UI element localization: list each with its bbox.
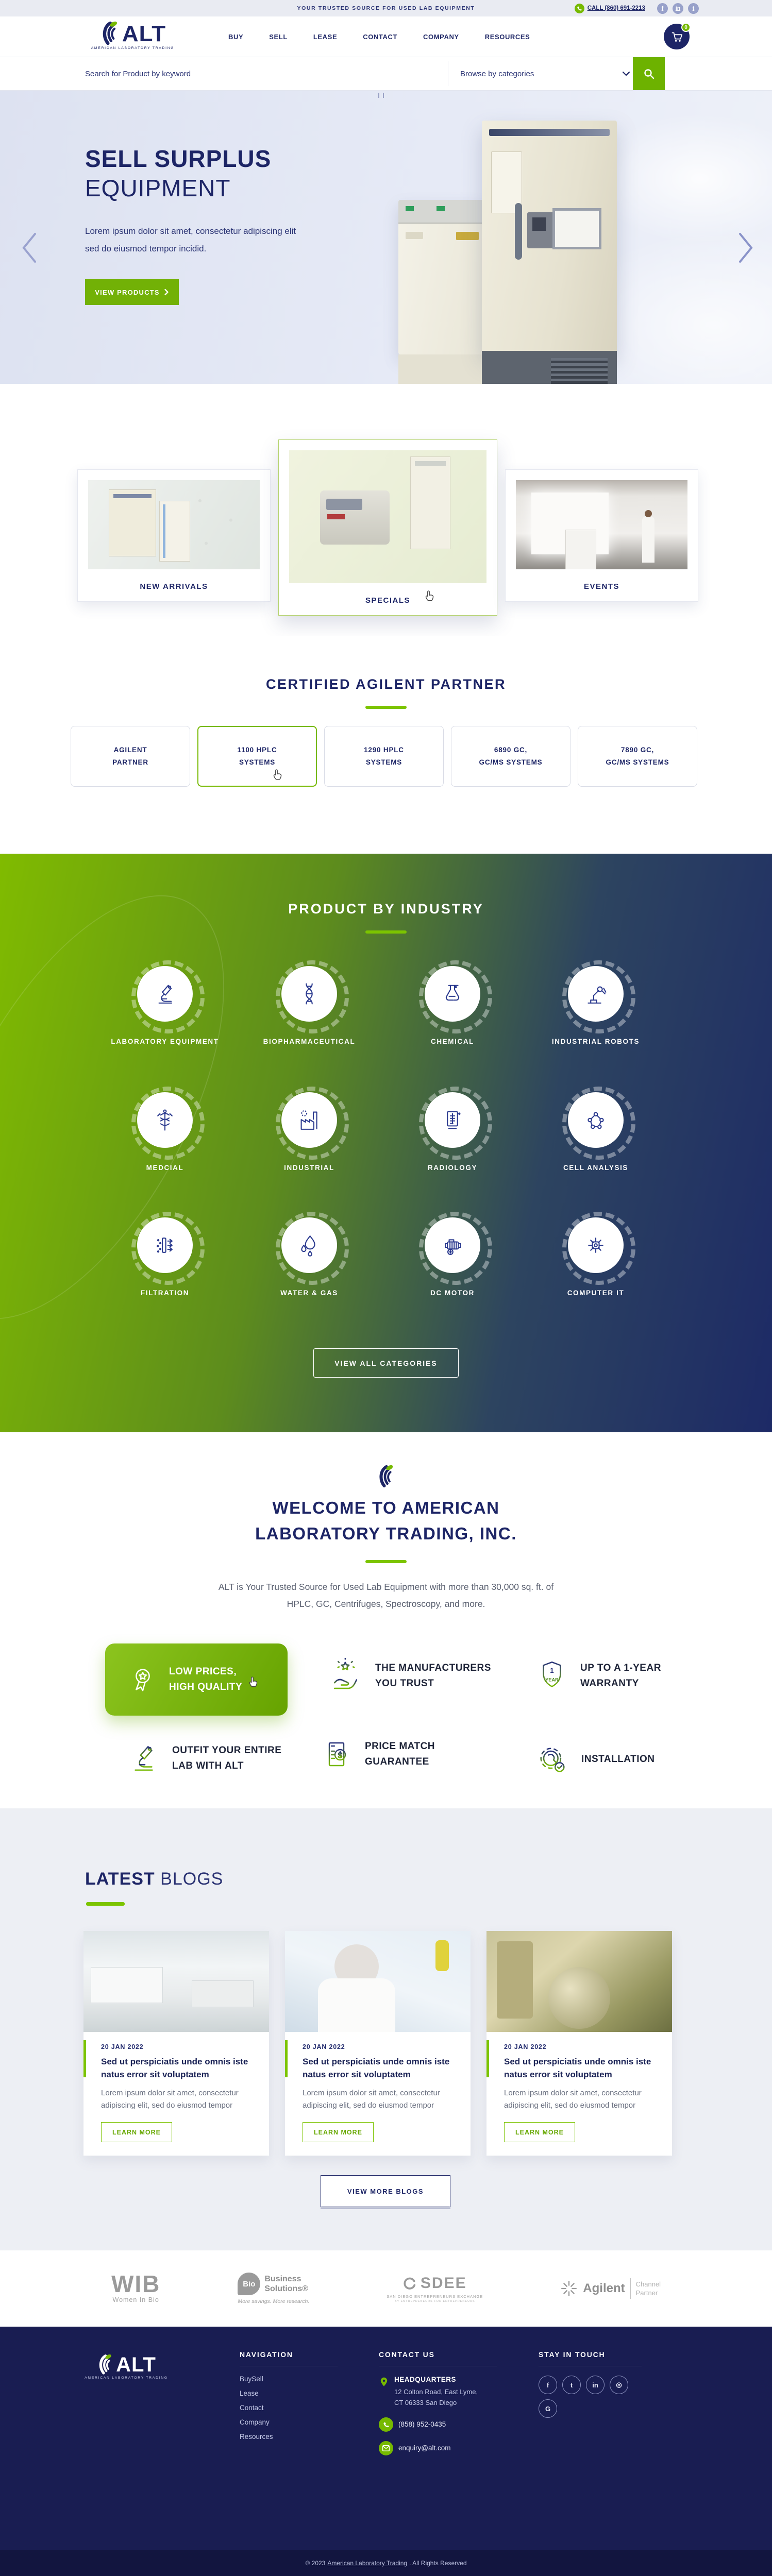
main-nav: [228, 33, 530, 41]
blog-excerpt: Lorem ipsum dolor sit amet, consectetur adipiscing elit, sed do eiusmod tempor: [303, 2089, 440, 2110]
agilent-buttons-row: [71, 726, 697, 787]
partner-logos-strip: [0, 2250, 772, 2327]
gc-7890-button[interactable]: 7890 GC, GC/MS SYSTEMS: [578, 726, 697, 787]
search-icon: [643, 68, 654, 79]
blog-card[interactable]: [83, 1931, 269, 2156]
view-all-categories-button[interactable]: VIEW ALL CATEGORIES: [313, 1348, 459, 1378]
industry-chemical[interactable]: CHEMICAL: [393, 966, 512, 1048]
hero-title-line1: SELL SURPLUS: [85, 145, 272, 172]
learn-more-button[interactable]: LEARN MORE: [504, 2122, 575, 2142]
search-button[interactable]: [633, 57, 665, 90]
search-input[interactable]: [85, 57, 394, 90]
blog-photo-machinery: [486, 1931, 672, 2032]
phone-icon: [379, 2417, 393, 2432]
footer-logo-subtext: AMERICAN LABORATORY TRADING: [85, 2376, 168, 2380]
quick-links-section: [0, 384, 772, 636]
agilent-partner-button[interactable]: AGILENT PARTNER: [71, 726, 190, 787]
agilent-partner-section: [0, 636, 772, 854]
view-products-label: VIEW PRODUCTS: [95, 288, 160, 296]
hero-equipment-large-base: [482, 351, 617, 384]
feature-price-match: [321, 1736, 435, 1772]
green-dash: [365, 1560, 407, 1563]
industry-water-gas[interactable]: WATER & GAS: [250, 1217, 368, 1300]
industry-filtration[interactable]: FILTRATION: [106, 1217, 224, 1300]
email-address: enquiry@alt.com: [398, 2444, 451, 2452]
main-header: [0, 16, 772, 57]
new-arrivals-card[interactable]: [77, 469, 271, 602]
accent-bar: [83, 2040, 86, 2077]
topbar-right: [575, 3, 699, 14]
view-more-blogs-button[interactable]: VIEW MORE BLOGS: [321, 2175, 450, 2207]
blog-title: Sed ut perspiciatis unde omnis iste natus error sit voluptatem: [101, 2057, 248, 2079]
factory-icon: [281, 1092, 337, 1148]
industry-medical[interactable]: MEDCIAL: [106, 1092, 224, 1175]
feature-label: LOW PRICES, HIGH QUALITY: [169, 1666, 243, 1692]
industry-industrial[interactable]: INDUSTRIAL: [250, 1092, 368, 1175]
robot-arm-icon: [568, 966, 624, 1022]
molecule-icon: [568, 1092, 624, 1148]
search-bar: [0, 57, 772, 91]
award-badge-icon: [127, 1664, 159, 1696]
industry-radiology[interactable]: RADIOLOGY: [393, 1092, 512, 1175]
linkedin-icon[interactable]: in: [586, 2376, 605, 2394]
feature-warranty: [535, 1658, 661, 1694]
chip-icon: [568, 1217, 624, 1273]
caduceus-icon: [137, 1092, 193, 1148]
logo-text: ALT: [122, 21, 166, 46]
carousel-next-button[interactable]: [737, 230, 758, 266]
industry-cell-analysis[interactable]: CELL ANALYSIS: [536, 1092, 655, 1175]
green-dash: [86, 1902, 125, 1906]
feature-label: UP TO A 1-YEAR WARRANTY: [580, 1663, 661, 1689]
blog-title: Sed ut perspiciatis unde omnis iste natus error sit voluptatem: [504, 2057, 651, 2079]
footer-social-column: [539, 2350, 642, 2418]
tagline: YOUR TRUSTED SOURCE FOR USED LAB EQUIPMENT: [297, 5, 475, 11]
facebook-icon[interactable]: f: [657, 3, 668, 14]
green-dash: [365, 706, 407, 709]
flasks-icon: [425, 966, 480, 1022]
footer-link-contact[interactable]: Contact: [240, 2404, 264, 2412]
hplc-1290-button[interactable]: 1290 HPLC SYSTEMS: [324, 726, 444, 787]
logo-subtext: AMERICAN LABORATORY TRADING: [91, 46, 175, 50]
hplc-1100-button[interactable]: 1100 HPLC SYSTEMS: [197, 726, 317, 787]
arrow-right-icon: [164, 289, 169, 296]
alt-logo[interactable]: [85, 21, 180, 50]
partner-wib-logo: WIB Women In Bio: [111, 2270, 161, 2303]
footer: [0, 2327, 772, 2550]
cart-icon: [670, 30, 683, 43]
hq-address: 12 Colton Road, East Lyme, CT 06333 San Diego: [394, 2388, 478, 2406]
hand-star-icon: [328, 1658, 364, 1694]
hand-cursor-icon: [423, 589, 436, 603]
alt-logo-mark: [99, 21, 120, 45]
footer-contact-column: [379, 2350, 497, 2455]
call-link[interactable]: [575, 4, 645, 13]
headquarters-block: [379, 2376, 497, 2408]
microscope-icon: [127, 1740, 161, 1776]
email-block[interactable]: [379, 2441, 497, 2455]
hq-label: HEADQUARTERS: [394, 2376, 457, 2383]
feature-manufacturers: [328, 1658, 491, 1694]
blog-card[interactable]: [486, 1931, 672, 2156]
google-icon[interactable]: G: [539, 2399, 557, 2418]
cart-button[interactable]: [664, 24, 690, 49]
welcome-section: [0, 1432, 772, 1808]
twitter-icon[interactable]: t: [688, 3, 699, 14]
footer-logo[interactable]: [77, 2353, 175, 2380]
map-pin-icon: [379, 2376, 389, 2388]
phone-block[interactable]: [379, 2417, 497, 2432]
feature-label: OUTFIT YOUR ENTIRE LAB WITH ALT: [172, 1745, 282, 1771]
warranty-shield-icon: [535, 1658, 569, 1694]
industry-biopharmaceutical[interactable]: BIOPHARMACEUTICAL: [250, 966, 368, 1048]
blog-excerpt: Lorem ipsum dolor sit amet, consectetur adipiscing elit, sed do eiusmod tempor: [101, 2089, 239, 2110]
hero-equipment-large: [482, 121, 617, 353]
cart-count-badge: 0: [681, 23, 691, 32]
motor-icon: [425, 1217, 480, 1273]
copyright-prefix: © 2023: [305, 2560, 326, 2567]
events-label: EVENTS: [583, 582, 619, 591]
copyright-bar: [0, 2550, 772, 2576]
copyright-link[interactable]: American Laboratory Trading: [327, 2560, 408, 2567]
nav-buy[interactable]: BUY: [228, 32, 244, 41]
carousel-prev-button[interactable]: [21, 230, 41, 266]
feature-low-prices[interactable]: [105, 1643, 288, 1716]
events-card[interactable]: [505, 469, 698, 602]
feature-label: THE MANUFACTURERS YOU TRUST: [375, 1663, 491, 1689]
alt-logo-mark: [0, 1432, 772, 1488]
blog-date: 20 JAN 2022: [101, 2043, 144, 2050]
browse-label: Browse by categories: [460, 69, 534, 78]
phone-number: (858) 952-0435: [398, 2420, 446, 2428]
twitter-icon[interactable]: t: [562, 2376, 581, 2394]
events-photo: [516, 480, 687, 569]
envelope-icon: [379, 2441, 393, 2455]
partner-bio-business-solutions-logo: Bio Business Solutions® More savings. More research.: [238, 2273, 309, 2304]
xray-icon: [425, 1092, 480, 1148]
nav-resources[interactable]: RESOURCES: [484, 32, 530, 41]
blog-excerpt: Lorem ipsum dolor sit amet, consectetur adipiscing elit, sed do eiusmod tempor: [504, 2089, 642, 2110]
blog-title: Sed ut perspiciatis unde omnis iste natus error sit voluptatem: [303, 2057, 450, 2079]
top-utility-bar: [0, 0, 772, 16]
microscope-icon: [137, 966, 193, 1022]
feature-installation: [535, 1741, 655, 1777]
green-dash: [365, 930, 407, 934]
industry-industrial-robots[interactable]: INDUSTRIAL ROBOTS: [536, 966, 655, 1048]
specials-label: SPECIALS: [365, 596, 410, 605]
product-by-industry-section: [0, 854, 772, 1432]
copyright-suffix: . All Rights Reserved: [409, 2560, 467, 2567]
accent-bar: [285, 2040, 288, 2077]
industry-laboratory-equipment[interactable]: LABORATORY EQUIPMENT: [106, 966, 224, 1048]
specials-card[interactable]: [278, 439, 497, 616]
svg-text:YEAR: YEAR: [545, 1677, 559, 1683]
alt-logo-mark: [96, 2353, 114, 2375]
chevron-down-icon: [622, 71, 630, 76]
partner-agilent-logo: Agilent Channel Partner: [560, 2278, 661, 2299]
hand-cursor-icon: [271, 768, 284, 782]
specials-photo: [289, 450, 486, 583]
filter-icon: [137, 1217, 193, 1273]
gear-wrench-icon: [535, 1741, 570, 1777]
blog-card[interactable]: [285, 1931, 471, 2156]
welcome-description: ALT is Your Trusted Source for Used Lab Equipment with more than 30,000 sq. ft. of HPLC, GC, Centrifuges, Spectroscopy, and more.: [218, 1582, 554, 1609]
footer-logo-text: ALT: [116, 2353, 156, 2376]
feature-label: PRICE MATCH GUARANTEE: [365, 1741, 435, 1767]
social-title: STAY IN TOUCH: [539, 2350, 642, 2366]
blog-photo-cleanroom: [285, 1931, 471, 2032]
hero-title-line2: EQUIPMENT: [85, 175, 231, 201]
navigation-title: NAVIGATION: [240, 2350, 338, 2366]
blogs-title: LATEST BLOGS: [85, 1869, 224, 1889]
hero-title: [85, 144, 271, 203]
call-label: CALL (860) 691-2213: [587, 5, 645, 11]
agilent-starburst-icon: [560, 2280, 578, 2297]
footer-link-lease[interactable]: Lease: [240, 2389, 259, 2397]
new-arrivals-label: NEW ARRIVALS: [140, 582, 208, 591]
sdee-mark-icon: [403, 2277, 416, 2290]
browse-categories-dropdown[interactable]: [460, 57, 630, 90]
learn-more-button[interactable]: LEARN MORE: [101, 2122, 172, 2142]
hero-description: Lorem ipsum dolor sit amet, consectetur adipiscing elit sed do eiusmod tempor incidid.: [85, 226, 296, 253]
blog-date: 20 JAN 2022: [303, 2043, 345, 2050]
nav-lease[interactable]: LEASE: [313, 32, 338, 41]
facebook-icon[interactable]: f: [539, 2376, 557, 2394]
nav-sell[interactable]: SELL: [269, 32, 288, 41]
contact-title: CONTACT US: [379, 2350, 497, 2366]
accent-bar: [486, 2040, 489, 2077]
blog-date: 20 JAN 2022: [504, 2043, 547, 2050]
phone-icon: [575, 4, 584, 13]
footer-link-buysell[interactable]: BuySell: [240, 2375, 263, 2383]
hand-cursor-icon: [246, 1675, 260, 1689]
footer-link-resources[interactable]: Resources: [240, 2433, 273, 2441]
industry-computer-it[interactable]: COMPUTER IT: [536, 1217, 655, 1300]
linkedin-icon[interactable]: in: [673, 3, 683, 14]
instagram-icon[interactable]: ◎: [610, 2376, 628, 2394]
view-products-button[interactable]: [85, 279, 179, 305]
hero-equipment-small-base: [398, 354, 487, 384]
nav-contact[interactable]: CONTACT: [363, 32, 398, 41]
blog-photo-lab-room: [83, 1931, 269, 2032]
agilent-title: CERTIFIED AGILENT PARTNER: [266, 676, 506, 692]
dna-icon: [281, 966, 337, 1022]
feature-label: INSTALLATION: [581, 1754, 655, 1765]
latest-blogs-section: [0, 1808, 772, 2250]
hero-equipment-small: [398, 200, 487, 354]
droplets-icon: [281, 1217, 337, 1273]
new-arrivals-photo: [88, 480, 260, 569]
industries-title: PRODUCT BY INDUSTRY: [288, 901, 484, 917]
carousel-indicators[interactable]: [378, 93, 384, 98]
footer-link-company[interactable]: Company: [240, 2418, 270, 2426]
feature-outfit-lab: [127, 1740, 281, 1776]
price-match-icon: [321, 1736, 354, 1772]
partner-sdee-logo: SDEE SAN DIEGO ENTREPRENEURS EXCHANGE BY ENTREPRENEURS FOR ENTREPRENEURS: [387, 2274, 483, 2303]
industry-dc-motor[interactable]: DC MOTOR: [393, 1217, 512, 1300]
svg-text:1: 1: [550, 1666, 554, 1674]
hero-carousel: [0, 91, 772, 384]
footer-navigation-column: [240, 2350, 338, 2447]
learn-more-button[interactable]: LEARN MORE: [303, 2122, 374, 2142]
welcome-title: WELCOME TO AMERICAN LABORATORY TRADING, INC.: [255, 1498, 517, 1543]
gc-6890-button[interactable]: 6890 GC, GC/MS SYSTEMS: [451, 726, 570, 787]
nav-company[interactable]: COMPANY: [423, 32, 459, 41]
